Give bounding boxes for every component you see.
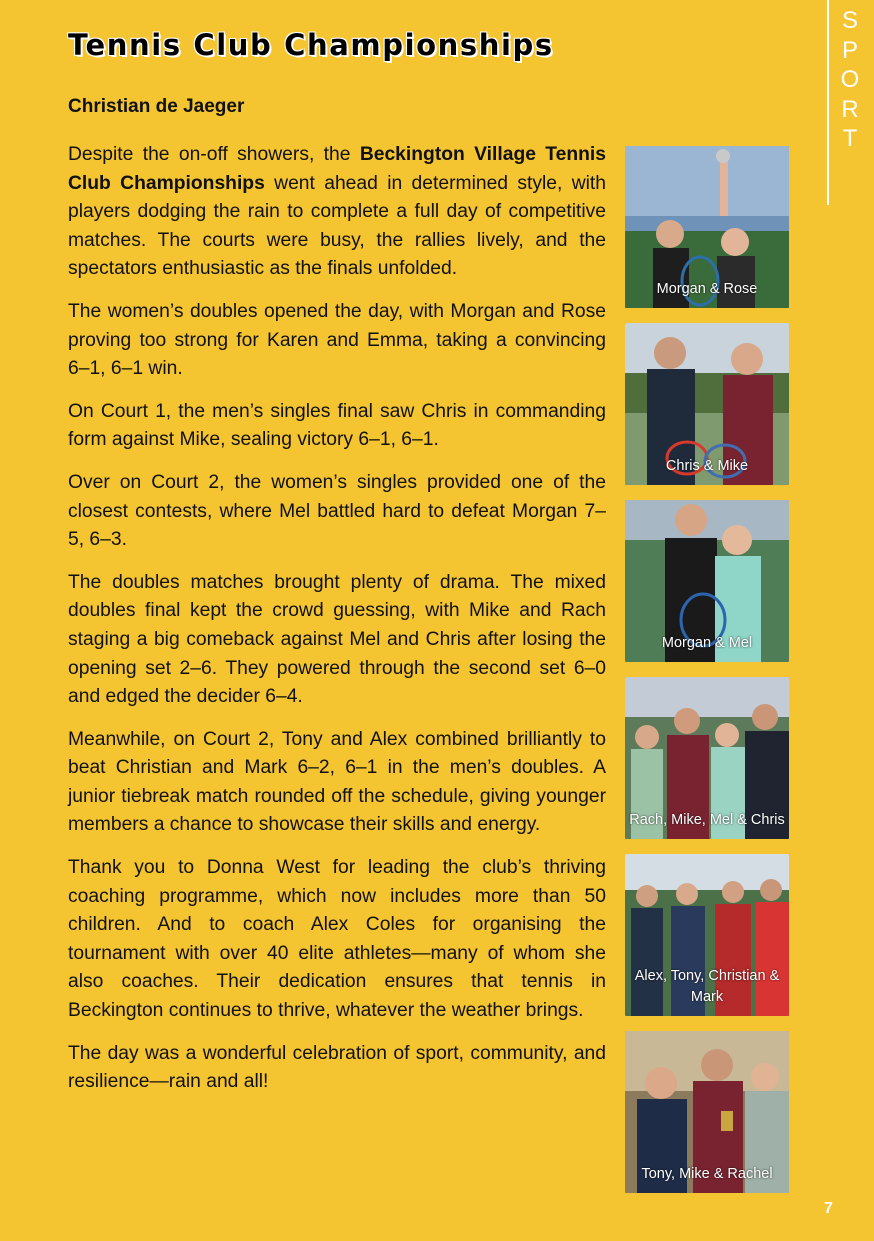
section-letter: T (842, 125, 858, 152)
section-letter: P (841, 36, 858, 64)
photo-morgan-mel (625, 500, 789, 662)
photo-caption: Morgan & Rose (656, 281, 758, 297)
paragraph: Over on Court 2, the women’s singles provided one of the closest contests, where Mel battled hard to defeat Morgan 7–5, 6–3. (68, 471, 606, 551)
author-byline: Christian de Jaeger (68, 96, 245, 117)
paragraph: The day was a wonderful celebration of sport, community, and resilience—rain and all! (68, 1042, 606, 1093)
page-number: 7 (824, 1200, 833, 1217)
photo-morgan-rose (625, 146, 789, 308)
page-title: Tennis Club Championships (68, 28, 554, 62)
section-letter: R (841, 95, 859, 123)
photo-caption: Tony, Mike & Rachel (641, 1166, 773, 1182)
photo-chris-mike (625, 323, 789, 485)
photo-caption: Chris & Mike (665, 458, 749, 474)
section-letter: O (840, 66, 860, 93)
club-name: Beckington Village Tennis Club Championships (68, 144, 606, 194)
paragraph: The women’s doubles opened the day, with Morgan and Rose proving too strong for Karen and Emma, taking a convincing 6–1, 6–1 win. (68, 300, 606, 380)
photo-trophy-winners (625, 1031, 789, 1193)
paragraph: On Court 1, the men’s singles final saw Chris in commanding form against Mike, sealing victory 6–1, 6–1. (68, 400, 606, 451)
section-letter: S (841, 7, 858, 34)
section-label (836, 6, 864, 154)
photo-column (625, 146, 789, 1208)
photo-caption: Alex, Tony, Christian & Mark (634, 968, 780, 1005)
photo-caption: Rach, Mike, Mel & Chris (629, 812, 785, 828)
photo-caption: Morgan & Mel (661, 635, 753, 651)
paragraph: Meanwhile, on Court 2, Tony and Alex combined brilliantly to beat Christian and Mark 6–2, 6–1 in the men’s doubles. A junior tiebreak match rounded off the schedule, giving younger members a chance to showcase their skills and energy. (68, 728, 606, 836)
section-divider (827, 0, 829, 205)
paragraph-rest: went ahead in determined style, with players dodging the rain to complete a full day of competitive matches. The courts were busy, the rallies lively, and the spectators enthusiastic as the finals unfolded. (68, 172, 607, 280)
photo-mixed-doubles (625, 677, 789, 839)
paragraph-lead: Despite the on-off showers, the (68, 144, 360, 165)
article-body (68, 141, 606, 1111)
photo-mens-doubles (625, 854, 789, 1016)
paragraph: Thank you to Donna West for leading the club’s thriving coaching programme, which now includes more than 50 children. And to coach Alex Coles for organising the tournament with over 40 elite athletes—many of whom she also coaches. Their dedication ensures that tennis in Beckington continues to thrive, whatever the weather brings. (68, 857, 606, 1022)
paragraph (68, 141, 606, 284)
paragraph: The doubles matches brought plenty of drama. The mixed doubles final kept the crowd guessing, with Mike and Rach staging a big comeback against Mel and Chris after losing the opening set 2–6. They powered through the second set 6–0 and edged the decider 6–4. (68, 571, 606, 708)
